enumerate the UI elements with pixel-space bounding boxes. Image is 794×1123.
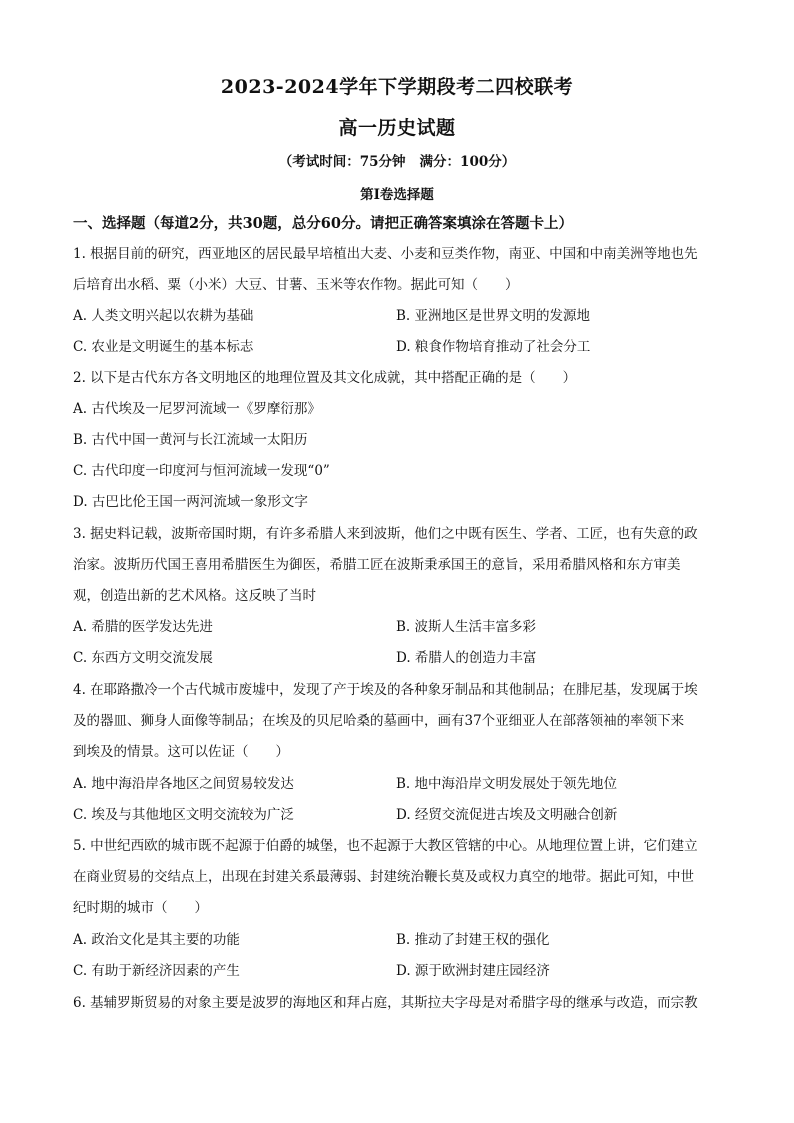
question-2-option-b: B. 古代中国一黄河与长江流域一太阳历 [73, 432, 308, 448]
question-5-option-d: D. 源于欧洲封建庄园经济 [396, 963, 550, 979]
question-4-line-3: 到埃及的情景。这可以佐证（ ） [73, 744, 289, 760]
question-6-line-1: 6. 基辅罗斯贸易的对象主要是波罗的海地区和拜占庭，其斯拉夫字母是对希腊字母的继承与改造，而宗教 [73, 995, 698, 1011]
exam-title: 2023-2024学年下学期段考二四校联考 [220, 76, 574, 98]
question-4-option-d: D. 经贸交流促进古埃及文明融合创新 [396, 807, 618, 823]
question-3-line-1: 3. 据史料记载，波斯帝国时期，有许多希腊人来到波斯，他们之中既有医生、学者、工匠，也有失意的政 [73, 526, 698, 542]
question-3-option-a: A. 希腊的医学发达先进 [73, 619, 213, 635]
question-5-option-c: C. 有助于新经济因素的产生 [73, 963, 240, 979]
question-1-option-a: A. 人类文明兴起以农耕为基础 [73, 308, 254, 324]
question-3-option-c: C. 东西方文明交流发展 [73, 650, 213, 666]
question-3-option-b: B. 波斯人生活丰富多彩 [396, 619, 537, 635]
question-1-option-c: C. 农业是文明诞生的基本标志 [73, 339, 254, 355]
question-4-option-b: B. 地中海沿岸文明发展处于领先地位 [396, 776, 618, 792]
question-5-line-2: 在商业贸易的交结点上，出现在封建关系最薄弱、封建统治鞭长莫及或权力真空的地带。据此可知，中世 [73, 869, 694, 885]
question-1-line-2: 后培育出水稻、粟（小米）大豆、甘薯、玉米等农作物。据此可知（ ） [73, 277, 519, 293]
exam-subtitle: 高一历史试题 [338, 117, 456, 139]
question-4-option-c: C. 埃及与其他地区文明交流较为广泛 [73, 807, 294, 823]
question-5-line-3: 纪时期的城市（ ） [73, 900, 208, 916]
question-3-line-2: 治家。波斯历代国王喜用希腊医生为御医，希腊工匠在波斯秉承国王的意旨，采用希腊风格和东方审美 [73, 557, 681, 573]
question-1-option-d: D. 粮食作物培育推动了社会分工 [396, 339, 591, 355]
question-2-option-d: D. 古巴比伦王国一两河流域一象形文字 [73, 494, 308, 510]
question-5-option-b: B. 推动了封建王权的强化 [396, 932, 550, 948]
exam-time: （考试时间：75分钟 [278, 154, 406, 170]
question-4-line-1: 4. 在耶路撒冷一个古代城市废墟中，发现了产于埃及的各种象牙制品和其他制品；在腓尼基，发现属于埃 [73, 682, 698, 698]
volume-heading: 第Ⅰ卷选择题 [360, 187, 434, 203]
question-4-option-a: A. 地中海沿岸各地区之间贸易较发达 [73, 776, 294, 792]
question-3-line-3: 观，创造出新的艺术风格。这反映了当时 [73, 588, 316, 604]
question-4-line-2: 及的器皿、狮身人面像等制品；在埃及的贝尼哈桑的墓画中，画有37个亚细亚人在部落领袖的率领下来 [73, 713, 685, 729]
exam-meta [0, 150, 794, 170]
question-3-option-d: D. 希腊人的创造力丰富 [396, 650, 537, 666]
question-5-option-a: A. 政治文化是其主要的功能 [73, 932, 240, 948]
question-2-option-a: A. 古代埃及一尼罗河流域一《罗摩衍那》 [73, 401, 321, 417]
exam-score: 满分：100分） [419, 154, 516, 170]
question-5-line-1: 5. 中世纪西欧的城市既不起源于伯爵的城堡，也不起源于大教区管辖的中心。从地理位置上讲，它们建立 [73, 838, 698, 854]
question-2-option-c: C. 古代印度一印度河与恒河流域一发现“0” [73, 463, 330, 479]
question-1-option-b: B. 亚洲地区是世界文明的发源地 [396, 308, 591, 324]
section-heading: 一、选择题（每道2分，共30题，总分60分。请把正确答案填涂在答题卡上） [73, 215, 573, 232]
question-2-line-1: 2. 以下是古代东方各文明地区的地理位置及其文化成就，其中搭配正确的是（ ） [73, 370, 577, 386]
question-1-line-1: 1. 根据目前的研究，西亚地区的居民最早培植出大麦、小麦和豆类作物，南亚、中国和中南美洲等地也先 [73, 246, 698, 262]
